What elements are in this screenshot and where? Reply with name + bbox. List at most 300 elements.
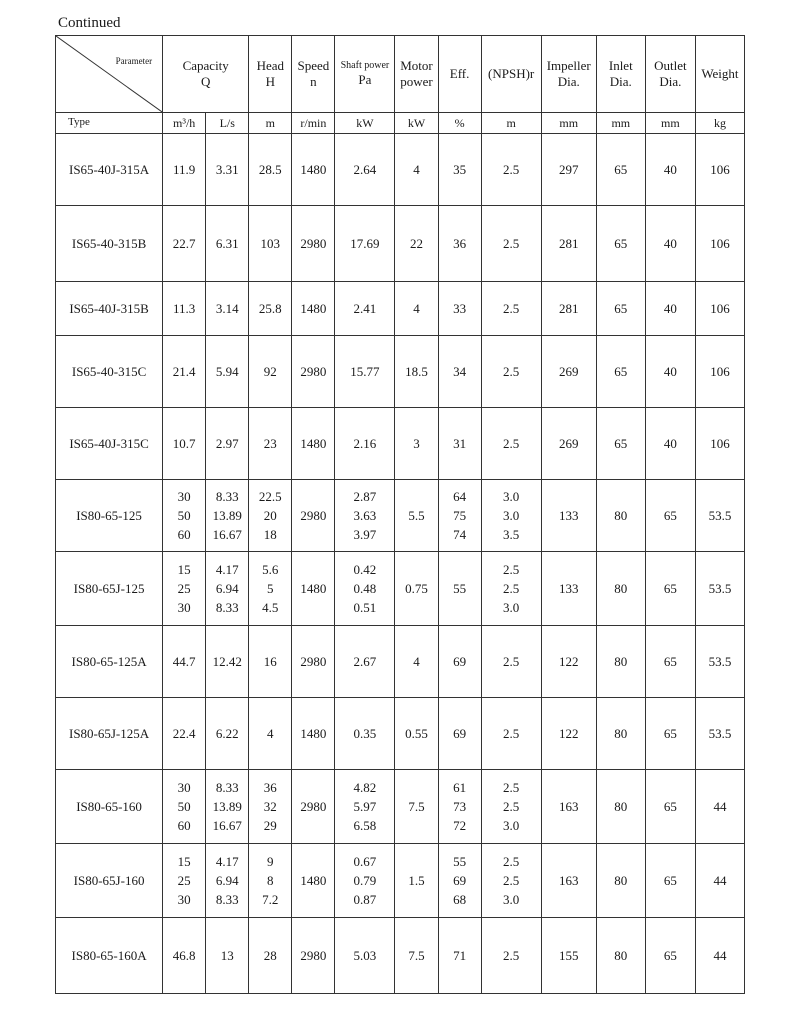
impeller-header: Impeller Dia. — [541, 36, 596, 113]
cell-value: 5.6 — [262, 562, 279, 577]
head-cell — [249, 698, 292, 770]
cell-value: 30 — [177, 600, 191, 615]
cell-value: 2.5 — [503, 854, 520, 869]
unit-cell: m — [481, 113, 541, 134]
cell-value: 25.8 — [258, 301, 282, 316]
speed-cell: 1480 — [292, 134, 335, 206]
speed-cell: 1480 — [292, 698, 335, 770]
motor-power-cell: 4 — [395, 282, 438, 336]
cell-value: 5.97 — [353, 799, 377, 814]
unit-cell: r/min — [292, 113, 335, 134]
weight-cell: 53.5 — [695, 552, 744, 626]
unit-cell: kW — [395, 113, 438, 134]
unit-cell: kg — [695, 113, 744, 134]
capacity-m3h-cell — [163, 844, 206, 918]
shaft-power-cell — [335, 626, 395, 698]
speed-label: Speed — [297, 58, 330, 74]
eff-cell — [438, 480, 481, 552]
outlet-cell: 40 — [645, 336, 695, 408]
cell-value: 0.87 — [353, 892, 377, 907]
capacity-ls-cell — [206, 282, 249, 336]
cell-value: 50 — [177, 508, 191, 523]
cell-value: 68 — [453, 892, 467, 907]
speed-cell: 2980 — [292, 626, 335, 698]
cell-value: 9 — [267, 854, 274, 869]
cell-value: 64 — [453, 489, 467, 504]
shaft-power-cell — [335, 552, 395, 626]
cell-value: 8.33 — [215, 892, 239, 907]
impeller-cell: 122 — [541, 626, 596, 698]
head-label: Head — [256, 58, 285, 74]
shaft-power-cell — [335, 134, 395, 206]
cell-value: 73 — [453, 799, 467, 814]
type-cell: IS80-65-125A — [56, 626, 163, 698]
cell-value: 2.5 — [503, 780, 520, 795]
cell-value: 20 — [263, 508, 277, 523]
inlet-cell: 80 — [596, 552, 645, 626]
cell-value: 12.42 — [212, 654, 242, 669]
type-cell: IS80-65J-160 — [56, 844, 163, 918]
cell-value: 3.14 — [215, 301, 239, 316]
motor-power-cell: 5.5 — [395, 480, 438, 552]
cell-value: 2.5 — [503, 726, 520, 741]
capacity-ls-cell — [206, 408, 249, 480]
parameter-type-header — [56, 36, 163, 113]
shaft-power-label: Shaft power — [340, 60, 390, 72]
cell-value: 3.0 — [503, 892, 520, 907]
motor-power-cell: 4 — [395, 134, 438, 206]
weight-cell: 106 — [695, 206, 744, 282]
speed-symbol: n — [310, 74, 317, 89]
head-cell — [249, 770, 292, 844]
inlet-cell: 80 — [596, 626, 645, 698]
type-cell: IS65-40-315C — [56, 336, 163, 408]
inlet-cell: 80 — [596, 918, 645, 994]
outlet-cell: 65 — [645, 480, 695, 552]
cell-value: 6.22 — [215, 726, 239, 741]
cell-value: 2.64 — [353, 162, 377, 177]
motor-power-cell: 7.5 — [395, 770, 438, 844]
cell-value: 2.41 — [353, 301, 377, 316]
capacity-header — [163, 36, 249, 113]
cell-value: 61 — [453, 780, 467, 795]
cell-value: 2.5 — [503, 162, 520, 177]
npsh-cell — [481, 408, 541, 480]
outlet-cell: 40 — [645, 134, 695, 206]
cell-value: 3.0 — [503, 818, 520, 833]
cell-value: 13 — [220, 948, 234, 963]
type-cell: IS80-65-160 — [56, 770, 163, 844]
cell-value: 2.5 — [503, 236, 520, 251]
type-cell: IS80-65-160A — [56, 918, 163, 994]
cell-value: 15 — [177, 562, 191, 577]
motor-power-cell: 7.5 — [395, 918, 438, 994]
table-row — [56, 626, 745, 698]
cell-value: 7.2 — [262, 892, 279, 907]
outlet-cell: 40 — [645, 206, 695, 282]
type-label: Type — [56, 113, 163, 134]
shaft-power-cell — [335, 480, 395, 552]
cell-value: 22.4 — [172, 726, 196, 741]
npsh-header: (NPSH)r — [481, 36, 541, 113]
head-cell — [249, 206, 292, 282]
type-cell: IS65-40J-315A — [56, 134, 163, 206]
eff-cell — [438, 206, 481, 282]
eff-cell — [438, 282, 481, 336]
cell-value: 34 — [453, 364, 467, 379]
head-cell — [249, 282, 292, 336]
cell-value: 3.0 — [503, 508, 520, 523]
cell-value: 69 — [453, 726, 467, 741]
table-row — [56, 282, 745, 336]
table-body — [56, 134, 745, 994]
eff-cell — [438, 336, 481, 408]
cell-value: 4.17 — [215, 562, 239, 577]
speed-cell: 2980 — [292, 480, 335, 552]
cell-value: 2.5 — [503, 301, 520, 316]
speed-cell: 2980 — [292, 770, 335, 844]
shaft-power-symbol: Pa — [358, 72, 372, 88]
cell-value: 3.0 — [503, 600, 520, 615]
motor-power-header: Motor power — [395, 36, 438, 113]
cell-value: 25 — [177, 873, 191, 888]
npsh-cell — [481, 844, 541, 918]
shaft-power-cell — [335, 408, 395, 480]
cell-value: 0.35 — [353, 726, 377, 741]
cell-value: 0.79 — [353, 873, 377, 888]
cell-value: 4.82 — [353, 780, 377, 795]
table-row — [56, 844, 745, 918]
units-row — [56, 113, 745, 134]
capacity-ls-cell — [206, 480, 249, 552]
cell-value: 5.03 — [353, 948, 377, 963]
cell-value: 30 — [177, 892, 191, 907]
cell-value: 4 — [267, 726, 274, 741]
eff-cell — [438, 698, 481, 770]
shaft-power-cell — [335, 918, 395, 994]
cell-value: 36 — [453, 236, 467, 251]
outlet-cell: 65 — [645, 918, 695, 994]
cell-value: 15.77 — [350, 364, 380, 379]
type-cell: IS80-65-125 — [56, 480, 163, 552]
table-row — [56, 134, 745, 206]
outlet-header: Outlet Dia. — [645, 36, 695, 113]
cell-value: 3.63 — [353, 508, 377, 523]
inlet-cell: 65 — [596, 134, 645, 206]
cell-value: 2.5 — [503, 799, 520, 814]
pump-spec-table — [55, 35, 745, 994]
weight-cell: 44 — [695, 918, 744, 994]
cell-value: 11.3 — [173, 301, 196, 316]
cell-value: 2.5 — [503, 436, 520, 451]
capacity-ls-cell — [206, 844, 249, 918]
cell-value: 23 — [263, 436, 277, 451]
impeller-cell: 163 — [541, 844, 596, 918]
cell-value: 36 — [263, 780, 277, 795]
motor-power-cell: 1.5 — [395, 844, 438, 918]
cell-value: 8.33 — [215, 489, 239, 504]
weight-cell: 44 — [695, 844, 744, 918]
cell-value: 0.51 — [353, 600, 377, 615]
cell-value: 33 — [453, 301, 467, 316]
cell-value: 16.67 — [212, 818, 242, 833]
impeller-cell: 281 — [541, 206, 596, 282]
weight-cell: 106 — [695, 282, 744, 336]
cell-value: 2.5 — [503, 562, 520, 577]
eff-cell — [438, 844, 481, 918]
cell-value: 44.7 — [172, 654, 196, 669]
head-symbol: H — [265, 74, 275, 89]
motor-power-cell: 22 — [395, 206, 438, 282]
cell-value: 6.31 — [215, 236, 239, 251]
cell-value: 60 — [177, 818, 191, 833]
cell-value: 2.67 — [353, 654, 377, 669]
speed-header — [292, 36, 335, 113]
shaft-power-cell — [335, 770, 395, 844]
table-row — [56, 770, 745, 844]
weight-cell: 44 — [695, 770, 744, 844]
speed-cell: 1480 — [292, 408, 335, 480]
head-cell — [249, 844, 292, 918]
inlet-cell: 80 — [596, 698, 645, 770]
impeller-cell: 297 — [541, 134, 596, 206]
cell-value: 0.48 — [353, 581, 377, 596]
npsh-cell — [481, 626, 541, 698]
npsh-cell — [481, 552, 541, 626]
speed-cell: 1480 — [292, 552, 335, 626]
type-cell: IS65-40-315B — [56, 206, 163, 282]
outlet-cell: 65 — [645, 844, 695, 918]
cell-value: 3.0 — [503, 489, 520, 504]
cell-value: 13.89 — [212, 508, 242, 523]
cell-value: 6.94 — [215, 581, 239, 596]
inlet-header: Inlet Dia. — [596, 36, 645, 113]
impeller-cell: 269 — [541, 336, 596, 408]
motor-power-cell: 18.5 — [395, 336, 438, 408]
speed-cell: 1480 — [292, 282, 335, 336]
eff-cell — [438, 408, 481, 480]
weight-header: Weight — [695, 36, 744, 113]
npsh-cell — [481, 336, 541, 408]
outlet-cell: 40 — [645, 282, 695, 336]
cell-value: 69 — [453, 873, 467, 888]
cell-value: 0.42 — [353, 562, 377, 577]
capacity-m3h-cell — [163, 206, 206, 282]
weight-cell: 106 — [695, 134, 744, 206]
cell-value: 10.7 — [172, 436, 196, 451]
capacity-ls-cell — [206, 626, 249, 698]
cell-value: 5.94 — [215, 364, 239, 379]
eff-cell — [438, 134, 481, 206]
outlet-cell: 65 — [645, 698, 695, 770]
table-row — [56, 698, 745, 770]
cell-value: 30 — [177, 780, 191, 795]
motor-power-cell: 0.55 — [395, 698, 438, 770]
inlet-cell: 65 — [596, 282, 645, 336]
impeller-cell: 155 — [541, 918, 596, 994]
table-caption: Continued — [58, 15, 121, 31]
eff-cell — [438, 770, 481, 844]
cell-value: 69 — [453, 654, 467, 669]
impeller-cell: 133 — [541, 480, 596, 552]
cell-value: 11.9 — [173, 162, 196, 177]
cell-value: 2.5 — [503, 654, 520, 669]
weight-cell: 53.5 — [695, 480, 744, 552]
cell-value: 92 — [263, 364, 277, 379]
cell-value: 46.8 — [172, 948, 196, 963]
table-row — [56, 336, 745, 408]
unit-cell: mm — [596, 113, 645, 134]
speed-cell: 2980 — [292, 206, 335, 282]
npsh-cell — [481, 480, 541, 552]
npsh-cell — [481, 134, 541, 206]
cell-value: 2.5 — [503, 364, 520, 379]
cell-value: 18 — [263, 527, 277, 542]
shaft-power-header — [335, 36, 395, 113]
unit-cell: m³/h — [163, 113, 206, 134]
cell-value: 28 — [263, 948, 277, 963]
type-cell: IS65-40J-315B — [56, 282, 163, 336]
inlet-cell: 80 — [596, 844, 645, 918]
speed-cell: 2980 — [292, 336, 335, 408]
npsh-cell — [481, 918, 541, 994]
impeller-cell: 163 — [541, 770, 596, 844]
cell-value: 16 — [263, 654, 277, 669]
cell-value: 8.33 — [215, 600, 239, 615]
shaft-power-cell — [335, 206, 395, 282]
inlet-cell: 80 — [596, 480, 645, 552]
table-row — [56, 206, 745, 282]
unit-cell: L/s — [206, 113, 249, 134]
shaft-power-cell — [335, 336, 395, 408]
cell-value: 2.5 — [503, 948, 520, 963]
capacity-ls-cell — [206, 770, 249, 844]
eff-cell — [438, 626, 481, 698]
cell-value: 0.67 — [353, 854, 377, 869]
cell-value: 25 — [177, 581, 191, 596]
motor-power-cell: 4 — [395, 626, 438, 698]
cell-value: 31 — [453, 436, 467, 451]
cell-value: 8 — [267, 873, 274, 888]
motor-power-cell: 0.75 — [395, 552, 438, 626]
capacity-ls-cell — [206, 552, 249, 626]
cell-value: 5 — [267, 581, 274, 596]
cell-value: 60 — [177, 527, 191, 542]
cell-value: 29 — [263, 818, 277, 833]
eff-cell — [438, 552, 481, 626]
cell-value: 22.7 — [172, 236, 196, 251]
capacity-ls-cell — [206, 336, 249, 408]
eff-cell — [438, 918, 481, 994]
head-cell — [249, 626, 292, 698]
inlet-cell: 65 — [596, 408, 645, 480]
capacity-label: Capacity — [182, 58, 229, 74]
capacity-m3h-cell — [163, 698, 206, 770]
cell-value: 3.31 — [215, 162, 239, 177]
cell-value: 72 — [453, 818, 467, 833]
cell-value: 30 — [177, 489, 191, 504]
head-cell — [249, 480, 292, 552]
npsh-cell — [481, 698, 541, 770]
capacity-symbol: Q — [201, 74, 211, 89]
cell-value: 71 — [453, 948, 467, 963]
cell-value: 21.4 — [172, 364, 196, 379]
impeller-cell: 269 — [541, 408, 596, 480]
cell-value: 4.17 — [215, 854, 239, 869]
cell-value: 2.5 — [503, 581, 520, 596]
unit-cell: kW — [335, 113, 395, 134]
impeller-cell: 281 — [541, 282, 596, 336]
parameter-label: Parameter — [115, 56, 153, 66]
cell-value: 4.5 — [262, 600, 279, 615]
unit-cell: mm — [541, 113, 596, 134]
table-row — [56, 480, 745, 552]
npsh-cell — [481, 206, 541, 282]
unit-cell: mm — [645, 113, 695, 134]
cell-value: 28.5 — [258, 162, 282, 177]
head-cell — [249, 918, 292, 994]
eff-header: Eff. — [438, 36, 481, 113]
inlet-cell: 65 — [596, 206, 645, 282]
inlet-cell: 80 — [596, 770, 645, 844]
head-cell — [249, 408, 292, 480]
cell-value: 2.5 — [503, 873, 520, 888]
cell-value: 17.69 — [350, 236, 380, 251]
cell-value: 22.5 — [258, 489, 282, 504]
outlet-cell: 65 — [645, 626, 695, 698]
outlet-cell: 65 — [645, 552, 695, 626]
cell-value: 32 — [263, 799, 277, 814]
table-row — [56, 918, 745, 994]
outlet-cell: 40 — [645, 408, 695, 480]
npsh-cell — [481, 770, 541, 844]
cell-value: 103 — [260, 236, 281, 251]
capacity-m3h-cell — [163, 918, 206, 994]
cell-value: 35 — [453, 162, 467, 177]
type-cell: IS65-40J-315C — [56, 408, 163, 480]
speed-cell: 1480 — [292, 844, 335, 918]
capacity-ls-cell — [206, 206, 249, 282]
weight-cell: 53.5 — [695, 626, 744, 698]
cell-value: 3.97 — [353, 527, 377, 542]
table-row — [56, 408, 745, 480]
capacity-m3h-cell — [163, 626, 206, 698]
cell-value: 55 — [453, 854, 467, 869]
cell-value: 74 — [453, 527, 467, 542]
motor-power-cell: 3 — [395, 408, 438, 480]
capacity-m3h-cell — [163, 770, 206, 844]
cell-value: 2.97 — [215, 436, 239, 451]
unit-cell: % — [438, 113, 481, 134]
table-row — [56, 552, 745, 626]
cell-value: 13.89 — [212, 799, 242, 814]
weight-cell: 106 — [695, 336, 744, 408]
cell-value: 75 — [453, 508, 467, 523]
cell-value: 2.16 — [353, 436, 377, 451]
head-cell — [249, 336, 292, 408]
inlet-cell: 65 — [596, 336, 645, 408]
cell-value: 16.67 — [212, 527, 242, 542]
speed-cell: 2980 — [292, 918, 335, 994]
capacity-m3h-cell — [163, 408, 206, 480]
shaft-power-cell — [335, 698, 395, 770]
outlet-cell: 65 — [645, 770, 695, 844]
cell-value: 55 — [453, 581, 467, 596]
capacity-ls-cell — [206, 698, 249, 770]
capacity-m3h-cell — [163, 134, 206, 206]
cell-value: 8.33 — [215, 780, 239, 795]
head-cell — [249, 552, 292, 626]
